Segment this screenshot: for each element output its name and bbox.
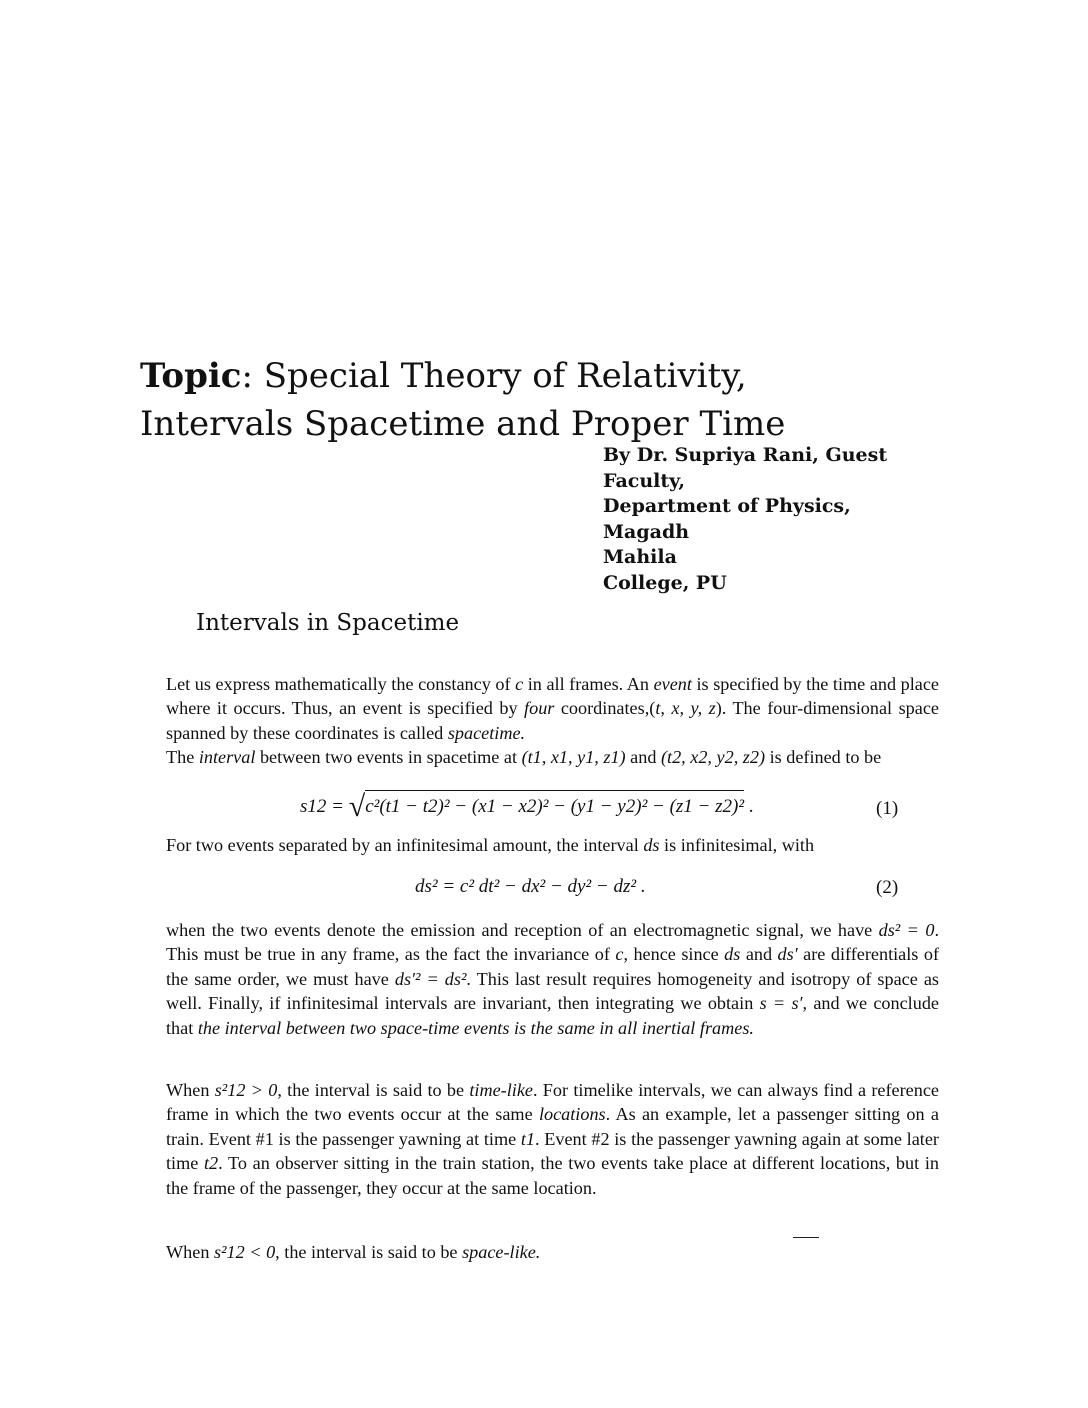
byline-line-3: Department of Physics, Magadh	[603, 495, 851, 543]
text-run: When	[166, 1080, 215, 1100]
text-run: . For timelike intervals, we can always find a reference frame in which the two events occur at the same	[166, 1080, 939, 1125]
text-run: are differentials of the same order, we must have	[166, 944, 940, 989]
title-line-1-text: : Special Theory of Relativity,	[241, 356, 747, 396]
math-t1: t1	[520, 1128, 536, 1149]
math-c: c	[515, 674, 524, 694]
term-event: event	[653, 674, 692, 694]
math-s-equality: s = s′	[759, 993, 803, 1014]
math-ds-equality: ds′² = ds²	[394, 968, 467, 989]
byline-line-2: Faculty,	[603, 469, 685, 492]
author-byline	[603, 443, 923, 596]
text-run: For two events separated by an infinitesimal amount, the interval	[166, 835, 644, 855]
text-run: and	[625, 747, 661, 768]
math-t2: t2	[204, 1153, 219, 1174]
equation-1-number: (1)	[876, 798, 899, 819]
short-rule	[793, 1237, 819, 1238]
equation-2-number: (2)	[876, 877, 899, 898]
text-run: and	[740, 944, 778, 965]
section-heading: Intervals in Spacetime	[196, 610, 460, 636]
text-run: . To an observer sitting in the train station, the two events take place at different locations, but in the frame of the passenger, they occur at the same location.	[166, 1153, 939, 1198]
text-run: is infinitesimal, with	[659, 835, 815, 855]
text-run: between two events in spacetime at	[255, 747, 522, 768]
equation-2: ds² = c² dt² − dx² − dy² − dz² .	[415, 876, 646, 897]
text-run: , and we conclude that	[166, 993, 939, 1038]
math-ds2-zero: ds² = 0	[878, 920, 935, 940]
math-event-1: (t1, x1, y1, z1)	[521, 747, 626, 768]
text-run: The	[166, 747, 199, 768]
term-interval: interval	[198, 747, 256, 768]
title-topic-label: Topic	[140, 356, 242, 396]
paragraph-spacelike	[166, 1240, 939, 1264]
paragraph-infinitesimal	[166, 833, 939, 857]
term-time-like: time-like	[469, 1080, 533, 1100]
math-ds-prime: ds′	[777, 944, 798, 965]
paragraph-invariance	[166, 918, 939, 1040]
sqrt-symbol: √	[348, 790, 366, 823]
paragraph-timelike	[166, 1078, 939, 1200]
text-run: . Event #2 is the passenger yawning again at some later time	[166, 1128, 939, 1174]
math-ds: ds	[643, 835, 660, 855]
byline-line-1: By Dr. Supriya Rani, Guest	[603, 444, 888, 466]
term-spacetime: spacetime.	[447, 722, 526, 743]
text-run: when the two events denote the emission and reception of an electromagnetic signal, we have	[166, 920, 879, 940]
byline-line-5: College, PU	[603, 571, 727, 594]
term-four: four	[524, 698, 555, 719]
text-run: coordinates,(	[554, 698, 656, 719]
text-run: . This last result requires homogeneity and isotropy of space as well. Finally, if infinitesimal intervals are invariant, then integrating we obtain	[166, 968, 939, 1014]
text-run: When	[166, 1242, 214, 1262]
title-line-2: Intervals Spacetime and Proper Time	[140, 404, 786, 444]
math-coordinates: t, x, y, z	[655, 698, 716, 719]
term-locations: locations	[538, 1104, 606, 1125]
paragraph-intro	[166, 672, 939, 770]
text-run: Let us express mathematically the constancy of	[166, 674, 516, 694]
text-run: , hence since	[623, 944, 725, 965]
term-space-like: space-like.	[462, 1242, 541, 1262]
math-ds: ds	[724, 944, 741, 965]
equation-1	[300, 790, 754, 821]
text-run: is specified by the time and place where it occurs. Thus, an event is specified by	[166, 674, 939, 719]
text-run: , the interval is said to be	[277, 1080, 470, 1100]
text-run: is defined to be	[765, 747, 882, 768]
conclusion-statement: the interval between two space-time events is the same in all inertial frames.	[197, 1017, 754, 1038]
byline-line-4: Mahila	[603, 546, 677, 568]
equation-1-radicand: c²(t1 − t2)² − (x1 − x2)² − (y1 − y2)² − (z1 − z2)²	[365, 790, 744, 821]
text-run: ). The four-dimensional space spanned by these coordinates is called	[166, 698, 939, 743]
math-event-2: (t2, x2, y2, z2)	[660, 747, 766, 768]
math-timelike-condition: s²12 > 0	[214, 1080, 278, 1100]
text-run: . This must be true in any frame, as the fact the invariance of	[166, 920, 939, 965]
equation-1-lhs: s12 =	[300, 796, 349, 817]
text-run: , the interval is said to be	[275, 1242, 463, 1262]
equation-1-end: .	[744, 796, 754, 817]
title-line-1	[140, 352, 940, 400]
math-spacelike-condition: s²12 < 0	[213, 1242, 276, 1262]
math-c: c	[615, 944, 624, 965]
text-run: in all frames. An	[523, 674, 654, 694]
document-title	[140, 352, 940, 448]
text-run: . As an example, let a passenger sitting on a train. Event #1 is the passenger yawning at time	[166, 1104, 939, 1149]
